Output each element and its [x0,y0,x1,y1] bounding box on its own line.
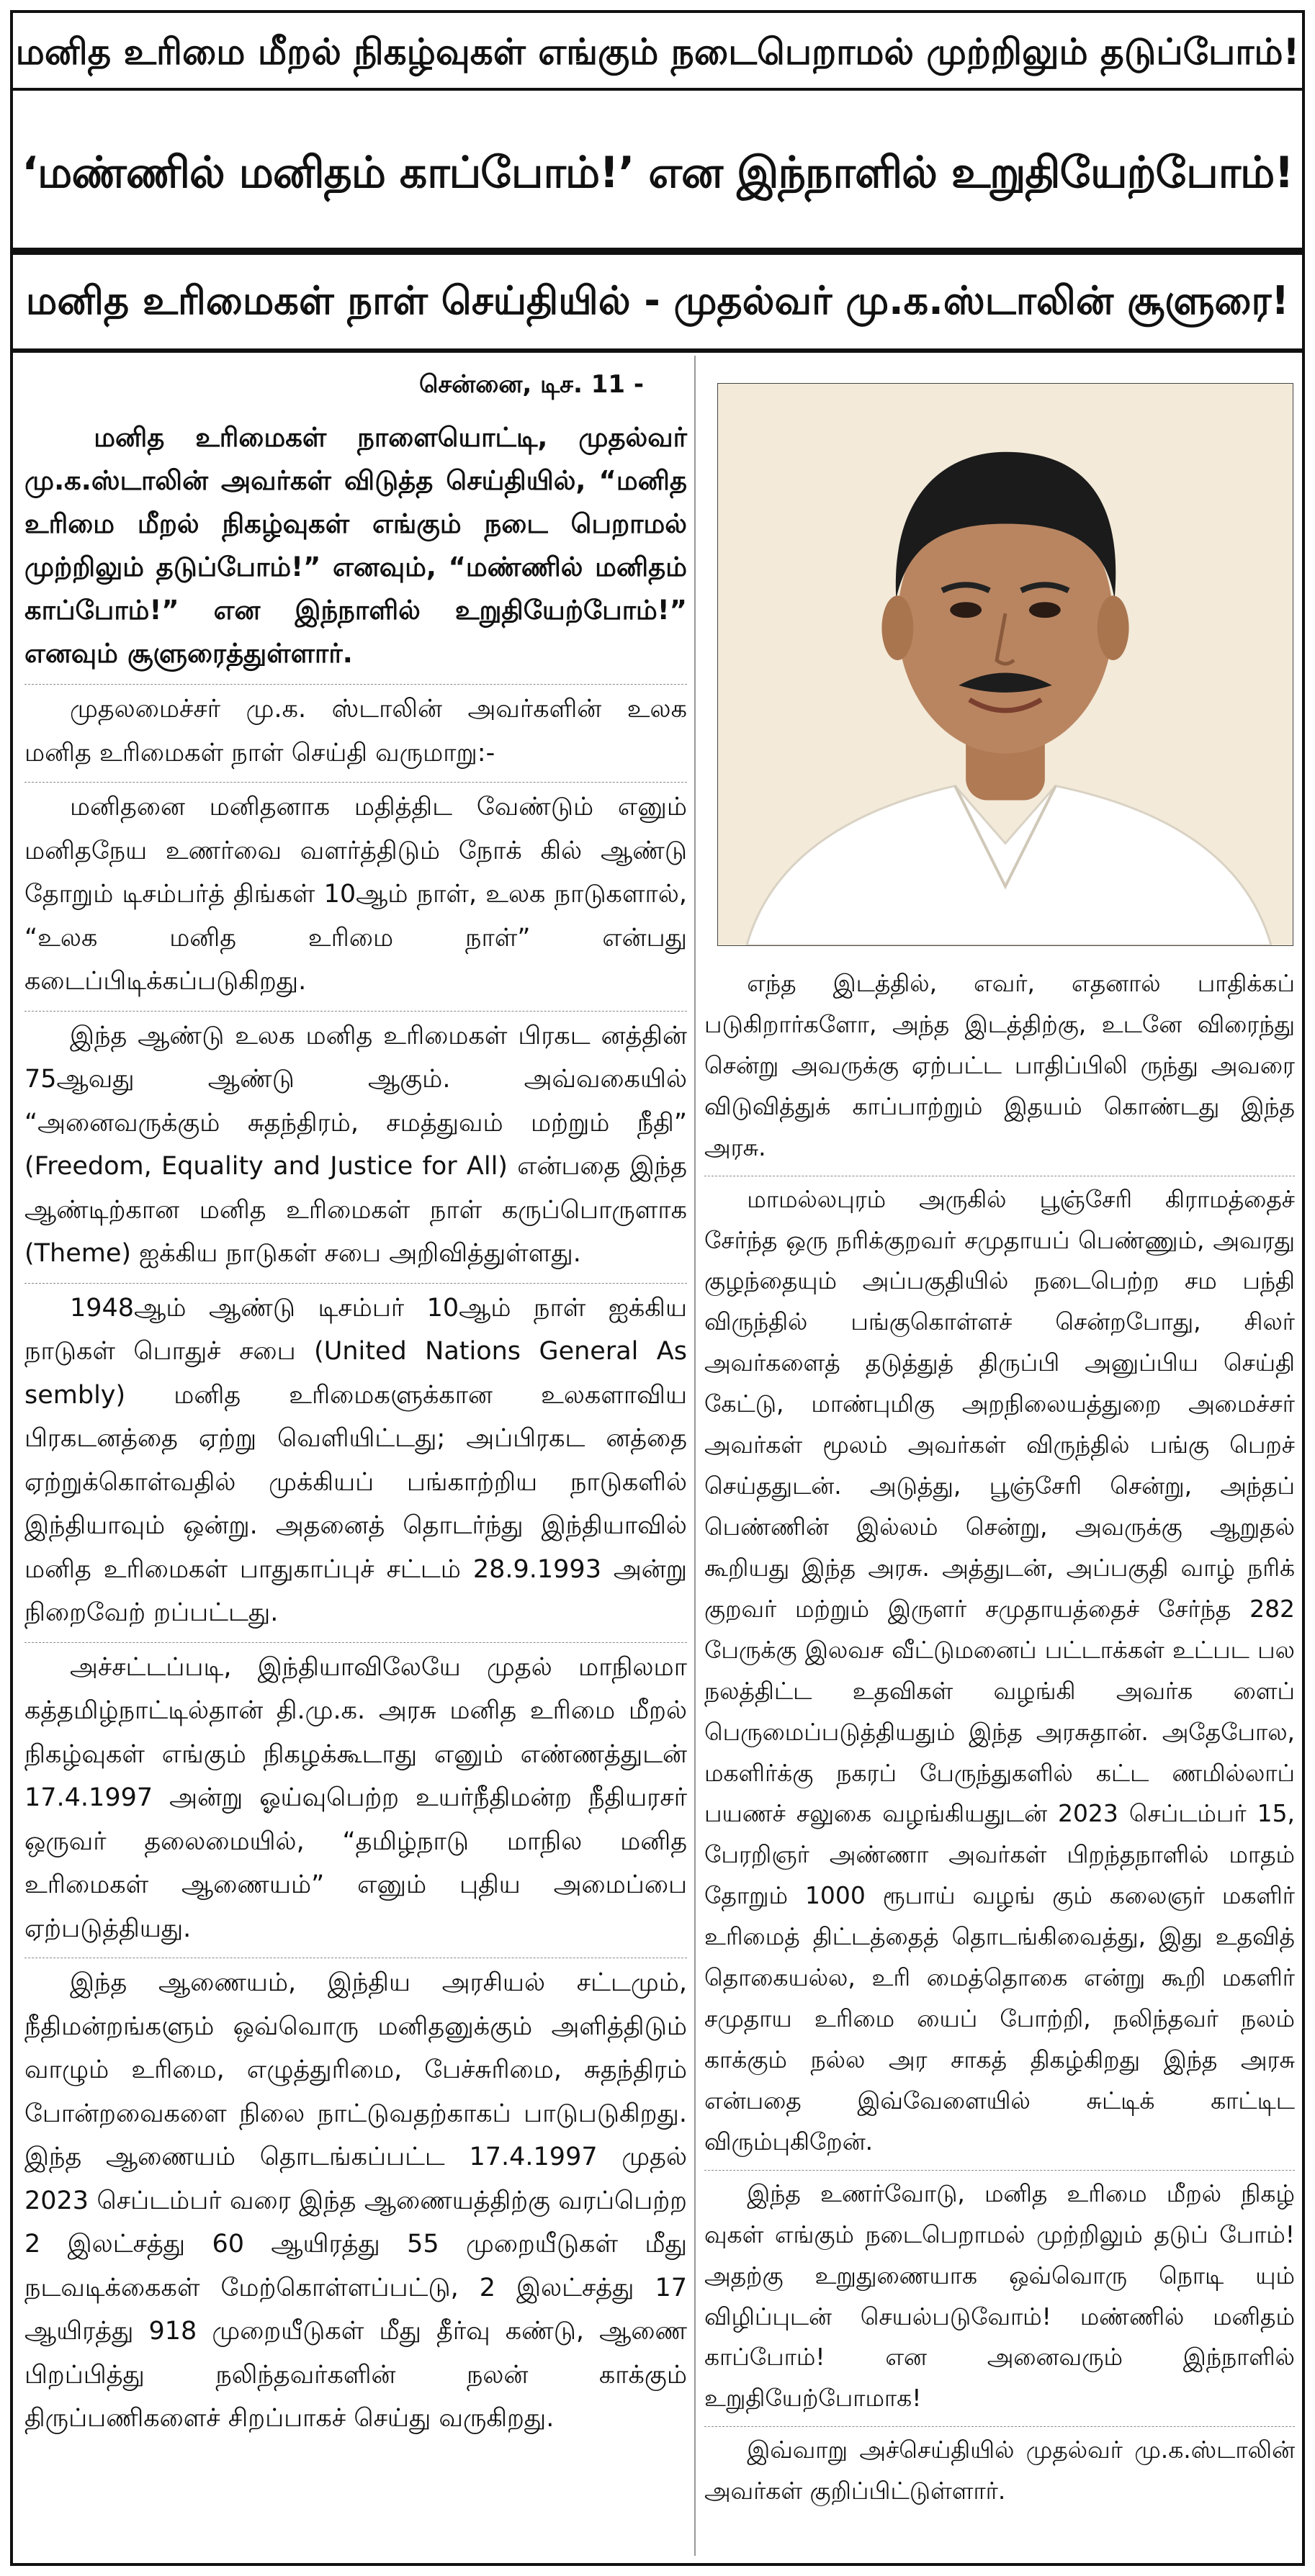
dateline: சென்னை, டிச. 11 - [418,370,644,399]
article-paragraph: மாமல்லபுரம் அருகில் பூஞ்சேரி கிராமத்தைச் சேர்ந்த ஒரு நரிக்குறவர் சமுதாயப் பெண்ணும், அவரது குழந்தையும் அப்பகுதியில் நடைபெற்ற சம பந்தி விருந்தில் பங்குகொள்ளச் சென்றபோது, சிலர் அவர்களைத் தடுத்துத் திருப்பி அனுப்பிய செய்தி கேட்டு, மாண்புமிகு அறநிலையத்துறை அமைச்சர் அவர்கள் மூலம் அவர்கள் விருந்தில் பங்கு பெறச் செய்ததுடன். அடுத்து, பூஞ்சேரி சென்று, அந்தப் பெண்ணின் இல்லம் சென்று, அவருக்கு ஆறுதல் கூறியது இந்த அரசு. அத்துடன், அப்பகுதி வாழ் நரிக் குறவர் மற்றும் இருளர் சமுதாயத்தைச் சேர்ந்த 282 பேருக்கு இலவச வீட்டுமனைப் பட்டாக்கள் உட்பட பல நலத்திட்ட உதவிகள் வழங்கி அவர்க ளைப் பெருமைப்படுத்தியதும் இந்த அரசுதான். அதேபோல, மகளிர்க்கு நகரப் பேருந்துகளில் கட்ட ணமில்லாப் பயணச் சலுகை வழங்கியதுடன் 2023 செப்டம்பர் 15, பேரறிஞர் அண்ணா அவர்கள் பிறந்தநாளில் மாதம் தோறும் 1000 ரூபாய் வழங் கும் கலைஞர் மகளிர் உரிமைத் திட்டத்தைத் தொடங்கிவைத்து, இது உதவித் தொகையல்ல, உரி மைத்தொகை என்று கூறி மகளிர் சமுதாய உரிமை யைப் போற்றி, நலிந்தவர் நலம் காக்கும் நல்ல அர சாகத் திகழ்கிறது இந்த அரசு என்பதை இவ்வேளையில் சுட்டிக் காட்டிட விரும்புகிறேன். [704,1176,1295,2170]
article-paragraph: மனிதனை மனிதனாக மதித்திட வேண்டும் எனும் மனிதநேய உணர்வை வளர்த்திடும் நோக் கில் ஆண்டு தோறும் டிசம்பர்த் திங்கள் 10ஆம் நாள், உலக நாடுகளால், “உலக மனித உரிமை நாள்” என்பது கடைப்பிடிக்கப்படுகிறது. [24,782,687,1011]
article-paragraph: முதலமைச்சர் மு.க. ஸ்டாலின் அவர்களின் உலக மனித உரிமைகள் நாள் செய்தி வருமாறு:- [24,684,687,782]
article-paragraph: இந்த ஆண்டு உலக மனித உரிமைகள் பிரகட னத்தின் 75ஆவது ஆண்டு ஆகும். அவ்வகையில் “அனைவருக்கும் சுதந்திரம், சமத்துவம் மற்றும் நீதி” (Freedom, Equality and Justice for All) என்பதை இந்த ஆண்டிற்கான மனித உரிமைகள் நாள் கருப்பொருளாக (Theme) ஐக்கிய நாடுகள் சபை அறிவித்துள்ளது. [24,1011,687,1283]
headline-main: ‘மண்ணில் மனிதம் காப்போம்!’ என இந்நாளில் உறுதியேற்போம்! [13,91,1302,255]
article-paragraph: எந்த இடத்தில், எவர், எதனால் பாதிக்கப் படுகிறார்களோ, அந்த இடத்திற்கு, உடனே விரைந்து சென்று அவருக்கு ஏற்பட்ட பாதிப்பிலி ருந்து அவரை விடுவித்துக் காப்பாற்றும் இதயம் கொண்டது இந்த அரசு. [704,969,1295,1161]
portrait-photo [717,383,1293,946]
article-paragraph: இவ்வாறு அச்செய்தியில் முதல்வர் மு.க.ஸ்டாலின் அவர்கள் குறிப்பிட்டுள்ளார். [704,2426,1295,2519]
headline-sub: மனித உரிமைகள் நாள் செய்தியில் - முதல்வர் மு.க.ஸ்டாலின் சூளுரை! [13,255,1302,353]
portrait-illustration [718,384,1293,945]
article-paragraph: இந்த ஆணையம், இந்திய அரசியல் சட்டமும், நீதிமன்றங்களும் ஒவ்வொரு மனிதனுக்கும் அளித்திடும் வாழும் உரிமை, எழுத்துரிமை, பேச்சுரிமை, சுதந்திரம் போன்றவைகளை நிலை நாட்டுவதற்காகப் பாடுபடுகிறது. இந்த ஆணையம் தொடங்கப்பட்ட 17.4.1997 முதல் 2023 செப்டம்பர் வரை இந்த ஆணையத்திற்கு வரப்பெற்ற 2 இலட்சத்து 60 ஆயிரத்து 55 முறையீடுகள் மீது நடவடிக்கைகள் மேற்கொள்ளப்பட்டு, 2 இலட்சத்து 17 ஆயிரத்து 918 முறையீடுகள் மீது தீர்வு கண்டு, ஆணை பிறப்பித்து நலிந்தவர்களின் நலன் காக்கும் திருப்பணிகளைச் சிறப்பாகச் செய்து வருகிறது. [24,1958,687,2448]
article-left-column [24,370,687,2553]
column-divider [694,356,696,2556]
article-right-column [704,963,1295,2553]
article-paragraph: 1948ஆம் ஆண்டு டிசம்பர் 10ஆம் நாள் ஐக்கிய நாடுகள் பொதுச் சபை (United Nations General As sembly) மனித உரிமைகளுக்கான உலகளாவிய பிரகடனத்தை ஏற்று வெளியிட்டது; அப்பிரகட னத்தை ஏற்றுக்கொள்வதில் முக்கியப் பங்காற்றிய நாடுகளில் இந்தியாவும் ஒன்று. அதனைத் தொடர்ந்து இந்தியாவில் மனித உரிமைகள் பாதுகாப்புச் சட்டம் 28.9.1993 அன்று நிறைவேற் றப்பட்டது. [24,1283,687,1642]
article-paragraph: இந்த உணர்வோடு, மனித உரிமை மீறல் நிகழ் வுகள் எங்கும் நடைபெறாமல் முற்றிலும் தடுப் போம்! அதற்கு உறுதுணையாக ஒவ்வொரு நொடி யும் விழிப்புடன் செயல்படுவோம்! மண்ணில் மனிதம் காப்போம்! என அனைவரும் இந்நாளில் உறுதியேற்போமாக! [704,2170,1295,2427]
news-clipping [10,10,1305,2566]
article-lead: மனித உரிமைகள் நாளையொட்டி, முதல்வர் மு.க.ஸ்டாலின் அவர்கள் விடுத்த செய்தியில், “மனித உரிமை மீறல் நிகழ்வுகள் எங்கும் நடை பெறாமல் முற்றிலும் தடுப்போம்!” எனவும், “மண்ணில் மனிதம் காப்போம்!” என இந்நாளில் உறுதியேற்போம்!” எனவும் சூளுரைத்துள்ளார். [24,422,687,669]
article-paragraph: அச்சட்டப்படி, இந்தியாவிலேயே முதல் மாநிலமா கத்தமிழ்நாட்டில்தான் தி.மு.க. அரசு மனித உரிமை மீறல் நிகழ்வுகள் எங்கும் நிகழக்கூடாது எனும் எண்ணத்துடன் 17.4.1997 அன்று ஓய்வுபெற்ற உயர்நீதிமன்ற நீதியரசர் ஒருவர் தலைமையில், “தமிழ்நாடு மாநில மனித உரிமைகள் ஆணையம்” எனும் புதிய அமைப்பை ஏற்படுத்தியது. [24,1642,687,1958]
headline-kicker: மனித உரிமை மீறல் நிகழ்வுகள் எங்கும் நடைபெறாமல் முற்றிலும் தடுப்போம்! [13,13,1302,91]
